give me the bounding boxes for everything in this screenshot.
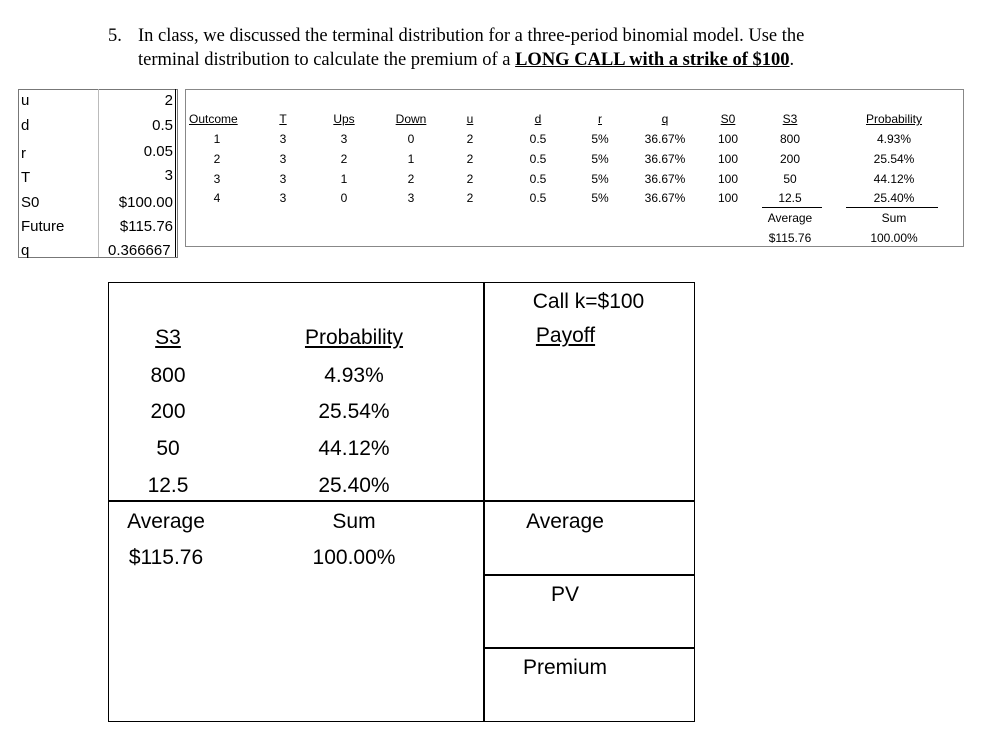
table-average-value: $115.76 xyxy=(768,231,812,245)
table-row-3-d: 0.5 xyxy=(529,172,547,186)
table-row-3-s0: 100 xyxy=(717,172,739,186)
table-row-2-s0: 100 xyxy=(717,152,739,166)
table-row-2-s3: 200 xyxy=(779,152,801,166)
param-label-s0: S0 xyxy=(21,194,40,211)
param-label-t: T xyxy=(21,169,31,186)
table-row-2-t: 3 xyxy=(279,152,287,166)
table-row-3-outcome: 3 xyxy=(213,172,221,186)
question-line-2-suffix: . xyxy=(789,50,795,70)
question-line-2 xyxy=(138,48,794,72)
call-average-label: Average xyxy=(526,510,604,533)
header-ups: Ups xyxy=(333,112,355,126)
table-row-2-u: 2 xyxy=(466,152,474,166)
table-row-1-r: 5% xyxy=(591,132,609,146)
table-row-4-d: 0.5 xyxy=(529,191,547,205)
table-row-4-s0: 100 xyxy=(717,191,739,205)
worksheet-pv-divider xyxy=(483,574,695,576)
param-label-d: d xyxy=(21,117,30,134)
table-row-3-r: 5% xyxy=(591,172,609,186)
table-row-2-ups: 2 xyxy=(340,152,348,166)
table-row-2-d: 0.5 xyxy=(529,152,547,166)
probability-total-rule xyxy=(846,207,938,208)
table-average-label: Average xyxy=(767,211,813,225)
premium-label: Premium xyxy=(522,656,607,679)
table-row-1-outcome: 1 xyxy=(213,132,221,146)
table-row-1-q: 36.67% xyxy=(644,132,686,146)
worksheet-horizontal-divider xyxy=(108,500,695,502)
param-label-future: Future xyxy=(21,218,65,235)
table-sum-value: 100.00% xyxy=(870,231,918,245)
table-row-1-down: 0 xyxy=(407,132,415,146)
param-value-r: 0.05 xyxy=(143,143,173,160)
table-row-3-u: 2 xyxy=(466,172,474,186)
table-row-1-ups: 3 xyxy=(340,132,348,146)
worksheet-average-label: Average xyxy=(127,510,205,533)
table-row-2-q: 36.67% xyxy=(644,152,686,166)
table-row-4-s3: 12.5 xyxy=(778,191,802,205)
table-row-2-probability: 25.54% xyxy=(873,152,915,166)
s3-total-rule xyxy=(762,207,822,208)
param-value-q: 0.366667 xyxy=(108,242,171,259)
param-box-right-edge xyxy=(175,89,176,257)
table-row-1-s0: 100 xyxy=(717,132,739,146)
table-row-4-down: 3 xyxy=(407,191,415,205)
table-row-3-down: 2 xyxy=(407,172,415,186)
header-q: q xyxy=(661,112,669,126)
table-row-2-outcome: 2 xyxy=(213,152,221,166)
worksheet-premium-divider xyxy=(483,647,695,649)
s3-value-4: 12.5 xyxy=(147,474,189,497)
table-row-1-d: 0.5 xyxy=(529,132,547,146)
table-row-3-probability: 44.12% xyxy=(873,172,915,186)
question-number: 5. xyxy=(108,26,122,46)
worksheet-sum-value: 100.00% xyxy=(312,546,396,569)
header-s3: S3 xyxy=(782,112,798,126)
pv-label: PV xyxy=(550,583,579,606)
probability-value-1: 4.93% xyxy=(324,364,384,387)
distribution-table xyxy=(185,89,964,247)
header-probability: Probability xyxy=(865,112,923,126)
table-row-3-q: 36.67% xyxy=(644,172,686,186)
probability-value-3: 44.12% xyxy=(318,437,390,460)
worksheet-average-value: $115.76 xyxy=(128,546,204,569)
param-value-s0: $100.00 xyxy=(118,194,173,211)
table-row-3-s3: 50 xyxy=(783,172,797,186)
table-row-4-r: 5% xyxy=(591,191,609,205)
probability-header: Probability xyxy=(304,326,404,349)
worksheet-sum-label: Sum xyxy=(332,510,376,533)
table-row-1-probability: 4.93% xyxy=(876,132,912,146)
payoff-header: Payoff xyxy=(535,324,596,347)
header-down: Down xyxy=(395,112,427,126)
table-row-4-u: 2 xyxy=(466,191,474,205)
header-r: r xyxy=(598,112,602,126)
param-label-r: r xyxy=(21,145,26,162)
table-row-4-t: 3 xyxy=(279,191,287,205)
s3-header: S3 xyxy=(155,326,181,349)
call-title: Call k=$100 xyxy=(532,290,645,313)
table-row-4-ups: 0 xyxy=(340,191,348,205)
probability-value-4: 25.40% xyxy=(318,474,390,497)
table-row-3-ups: 1 xyxy=(340,172,348,186)
question-line-2-prefix: terminal distribution to calculate the premium of a xyxy=(138,50,516,70)
s3-value-2: 200 xyxy=(150,400,186,423)
table-row-2-down: 1 xyxy=(407,152,415,166)
table-row-3-t: 3 xyxy=(279,172,287,186)
table-row-4-outcome: 4 xyxy=(213,191,221,205)
table-row-4-probability: 25.40% xyxy=(873,191,915,205)
table-sum-label: Sum xyxy=(881,211,907,225)
header-u: u xyxy=(466,112,474,126)
probability-value-2: 25.54% xyxy=(318,400,390,423)
table-row-4-q: 36.67% xyxy=(644,191,686,205)
table-row-2-r: 5% xyxy=(591,152,609,166)
header-outcome: Outcome xyxy=(189,112,238,126)
param-label-u: u xyxy=(21,92,30,109)
question-emphasis: LONG CALL with a strike of $100 xyxy=(515,50,790,70)
table-row-1-s3: 800 xyxy=(779,132,801,146)
param-value-d: 0.5 xyxy=(152,117,173,134)
header-d: d xyxy=(534,112,542,126)
param-label-q: q xyxy=(21,242,30,259)
param-divider xyxy=(98,89,99,257)
question-line-1: In class, we discussed the terminal distribution for a three-period binomial model. Use the xyxy=(138,26,805,46)
s3-value-3: 50 xyxy=(156,437,180,460)
table-row-1-t: 3 xyxy=(279,132,287,146)
param-value-future: $115.76 xyxy=(119,218,173,235)
table-row-1-u: 2 xyxy=(466,132,474,146)
param-value-u: 2 xyxy=(164,92,173,109)
s3-value-1: 800 xyxy=(150,364,186,387)
param-value-t: 3 xyxy=(164,167,173,184)
header-s0: S0 xyxy=(720,112,736,126)
header-t: T xyxy=(279,112,287,126)
